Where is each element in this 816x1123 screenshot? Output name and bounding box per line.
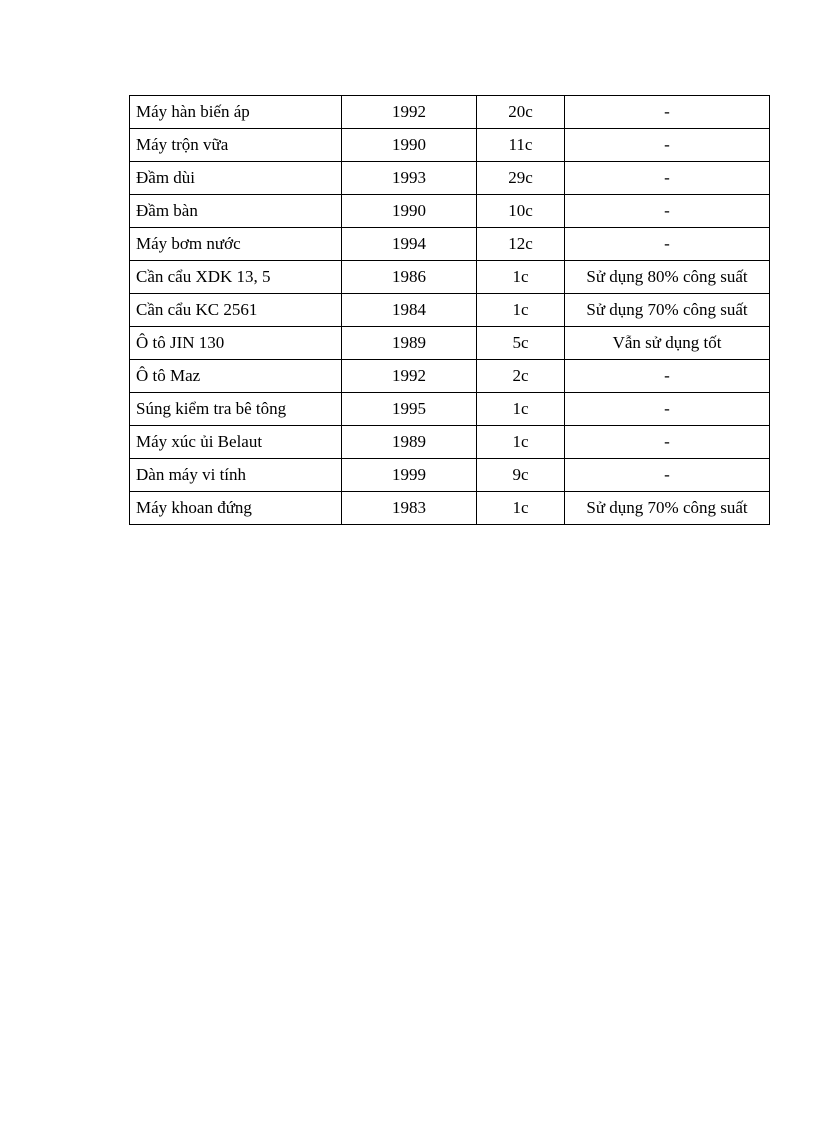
quantity-cell: 1c [477, 261, 565, 294]
table-row [130, 492, 770, 525]
table-row [130, 327, 770, 360]
year-cell: 1989 [342, 327, 477, 360]
equipment-name-cell: Máy hàn biến áp [130, 96, 342, 129]
equipment-name-cell: Cần cẩu XDK 13, 5 [130, 261, 342, 294]
quantity-cell: 10c [477, 195, 565, 228]
quantity-cell: 1c [477, 294, 565, 327]
quantity-cell: 29c [477, 162, 565, 195]
equipment-name-cell: Ô tô JIN 130 [130, 327, 342, 360]
equipment-name-cell: Cần cẩu KC 2561 [130, 294, 342, 327]
year-cell: 1995 [342, 393, 477, 426]
quantity-cell: 5c [477, 327, 565, 360]
equipment-table-body [130, 96, 770, 525]
note-cell: - [565, 393, 770, 426]
equipment-name-cell: Máy xúc ủi Belaut [130, 426, 342, 459]
table-row [130, 228, 770, 261]
table-row [130, 162, 770, 195]
equipment-name-cell: Đầm bàn [130, 195, 342, 228]
year-cell: 1992 [342, 360, 477, 393]
quantity-cell: 20c [477, 96, 565, 129]
note-cell: Sử dụng 80% công suất [565, 261, 770, 294]
table-row [130, 195, 770, 228]
note-cell: - [565, 228, 770, 261]
equipment-name-cell: Máy trộn vữa [130, 129, 342, 162]
year-cell: 1990 [342, 195, 477, 228]
equipment-name-cell: Ô tô Maz [130, 360, 342, 393]
note-cell: Vẫn sử dụng tốt [565, 327, 770, 360]
equipment-name-cell: Đầm dùi [130, 162, 342, 195]
equipment-name-cell: Máy bơm nước [130, 228, 342, 261]
note-cell: - [565, 96, 770, 129]
note-cell: - [565, 459, 770, 492]
table-row [130, 261, 770, 294]
quantity-cell: 11c [477, 129, 565, 162]
equipment-table [129, 95, 770, 525]
equipment-name-cell: Máy khoan đứng [130, 492, 342, 525]
table-row [130, 393, 770, 426]
year-cell: 1999 [342, 459, 477, 492]
note-cell: - [565, 129, 770, 162]
note-cell: - [565, 360, 770, 393]
quantity-cell: 1c [477, 393, 565, 426]
note-cell: Sử dụng 70% công suất [565, 294, 770, 327]
quantity-cell: 1c [477, 426, 565, 459]
table-row [130, 426, 770, 459]
year-cell: 1984 [342, 294, 477, 327]
quantity-cell: 9c [477, 459, 565, 492]
year-cell: 1994 [342, 228, 477, 261]
year-cell: 1990 [342, 129, 477, 162]
note-cell: - [565, 195, 770, 228]
equipment-name-cell: Dàn máy vi tính [130, 459, 342, 492]
note-cell: Sử dụng 70% công suất [565, 492, 770, 525]
year-cell: 1983 [342, 492, 477, 525]
table-row [130, 294, 770, 327]
quantity-cell: 1c [477, 492, 565, 525]
equipment-name-cell: Súng kiểm tra bê tông [130, 393, 342, 426]
year-cell: 1989 [342, 426, 477, 459]
year-cell: 1993 [342, 162, 477, 195]
table-row [130, 129, 770, 162]
year-cell: 1992 [342, 96, 477, 129]
table-row [130, 96, 770, 129]
table-row [130, 459, 770, 492]
note-cell: - [565, 426, 770, 459]
quantity-cell: 12c [477, 228, 565, 261]
table-row [130, 360, 770, 393]
year-cell: 1986 [342, 261, 477, 294]
note-cell: - [565, 162, 770, 195]
quantity-cell: 2c [477, 360, 565, 393]
